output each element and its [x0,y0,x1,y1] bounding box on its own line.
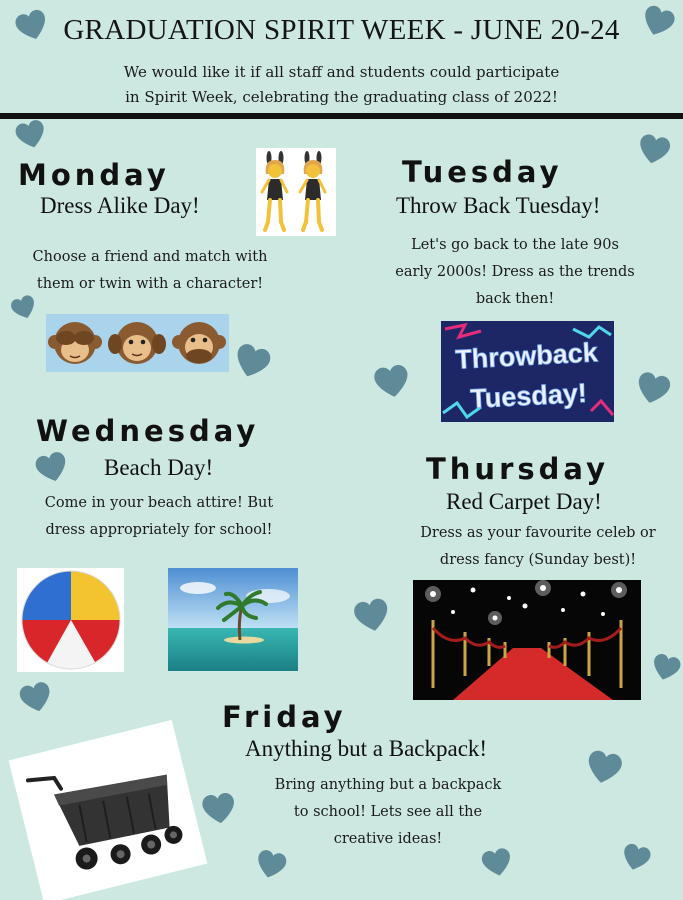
see-no-evil-monkey [48,322,102,364]
intro-line: We would like it if all staff and students could participate [123,63,560,81]
thursday-heading: Thursday [426,452,609,486]
desc-line: Come in your beach attire! But [44,495,274,511]
wednesday-theme: Beach Day! [104,455,214,480]
heart-icon [620,842,652,874]
dancer-left [262,151,287,230]
sign-line-1: Throwback [454,337,599,375]
heart-icon [636,132,672,168]
dancer-right [300,151,325,230]
thursday-description [396,520,680,574]
sign-line-2: Tuesday! [469,377,588,415]
heart-icon [232,342,272,382]
tuesday-description [372,232,658,313]
wednesday-description [14,490,304,544]
dancing-twins-emoji [256,148,336,236]
desc-line: dress appropriately for school! [45,522,273,538]
heart-icon [650,652,682,684]
tuesday-theme: Throw Back Tuesday! [396,193,601,218]
three-monkeys-image [46,314,229,372]
heart-icon [584,748,624,788]
heart-icon [14,8,50,44]
palm-tree-island-image [168,568,298,671]
beach-ball-image [17,568,124,672]
intro-line: in Spirit Week, celebrating the graduating class of 2022! [125,88,558,106]
header-divider [0,113,683,119]
heart-icon [18,680,54,716]
flyer-title: GRADUATION SPIRIT WEEK - JUNE 20-24 [63,14,620,46]
desc-line: Bring anything but a backpack [274,777,502,793]
desc-line: them or twin with a character! [36,276,264,292]
heart-icon [254,848,288,882]
desc-line: Let's go back to the late 90s [411,237,619,253]
intro-text [0,60,683,110]
friday-heading: Friday [222,700,347,734]
thursday-theme: Red Carpet Day! [446,489,602,514]
monday-description [8,244,292,298]
folding-wagon-image [9,720,208,900]
desc-line: back then! [475,291,555,307]
monday-theme: Dress Alike Day! [40,193,200,218]
heart-icon [14,118,48,152]
heart-icon [634,370,672,408]
red-carpet-image [413,580,641,700]
tuesday-heading: Tuesday [402,155,563,189]
monday-heading: Monday [18,158,170,192]
speak-no-evil-monkey [172,322,226,364]
heart-icon [34,450,70,486]
desc-line: to school! Lets see all the [293,804,483,820]
heart-icon [640,4,676,40]
heart-icon [10,294,38,322]
heart-icon [352,596,392,636]
desc-line: Choose a friend and match with [32,249,268,265]
friday-theme: Anything but a Backpack! [245,736,488,761]
heart-icon [200,790,238,828]
hear-no-evil-monkey [108,322,166,364]
wednesday-heading: Wednesday [36,414,260,448]
heart-icon [372,362,412,402]
desc-line: Dress as your favourite celeb or [420,525,656,541]
desc-line: creative ideas! [333,831,443,847]
desc-line: dress fancy (Sunday best)! [439,552,637,568]
throwback-tuesday-sign [441,321,614,422]
friday-description [248,772,528,853]
desc-line: early 2000s! Dress as the trends [395,264,635,280]
